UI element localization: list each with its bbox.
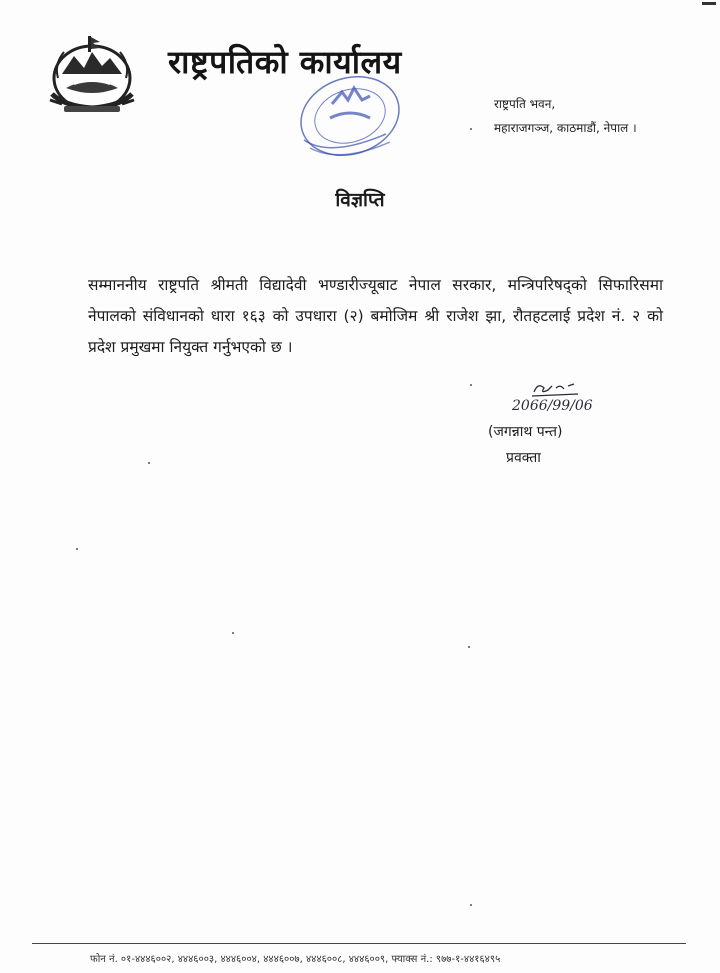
scan-speck (470, 904, 472, 906)
scan-speck (148, 462, 150, 464)
scan-speck (470, 384, 472, 386)
footer-contact-numbers: फोन नं. ०१-४४४६००२, ४४४६००३, ४४४६००४, ४४४६००७, ४४४६००८, ४४४६००९, फ्याक्स नं.: ९७७-१-४४१६४९५ (90, 954, 501, 965)
scan-speck (468, 646, 470, 648)
handwritten-initial-signature (530, 380, 580, 398)
nepal-emblem-icon (44, 34, 140, 116)
scan-speck (76, 548, 78, 550)
spokesperson-title: प्रवक्ता (506, 450, 541, 466)
address-line-1: राष्ट्रपति भवन, (494, 97, 556, 111)
scan-speck (232, 632, 234, 634)
spokesperson-name: (जगन्नाथ पन्त) (488, 424, 563, 440)
scan-corner-mark (702, 2, 716, 5)
office-name-heading: राष्ट्रपतिको कार्यालय (168, 43, 402, 81)
office-address (494, 92, 637, 140)
notice-body: सम्माननीय राष्ट्रपति श्रीमती विद्यादेवी भण्डारीज्यूबाट नेपाल सरकार, मन्त्रिपरिषद्को सिफारिसमा नेपालको संविधानको धारा १६३ को उपधारा (२) बमोजिम श्री राजेश झा, रौतहटलाई प्रदेश नं. २ को प्रदेश प्रमुखमा नियुक्त गर्नुभएको छ । (88, 276, 663, 356)
notice-heading: विज्ञप्ति (335, 189, 385, 211)
footer-divider (32, 943, 686, 944)
scan-speck (470, 128, 472, 130)
office-seal-stamp-icon (290, 70, 408, 170)
handwritten-date: 2066/99/06 (512, 398, 593, 414)
address-line-2: महाराजगञ्ज, काठमाडौं, नेपाल । (494, 121, 637, 135)
